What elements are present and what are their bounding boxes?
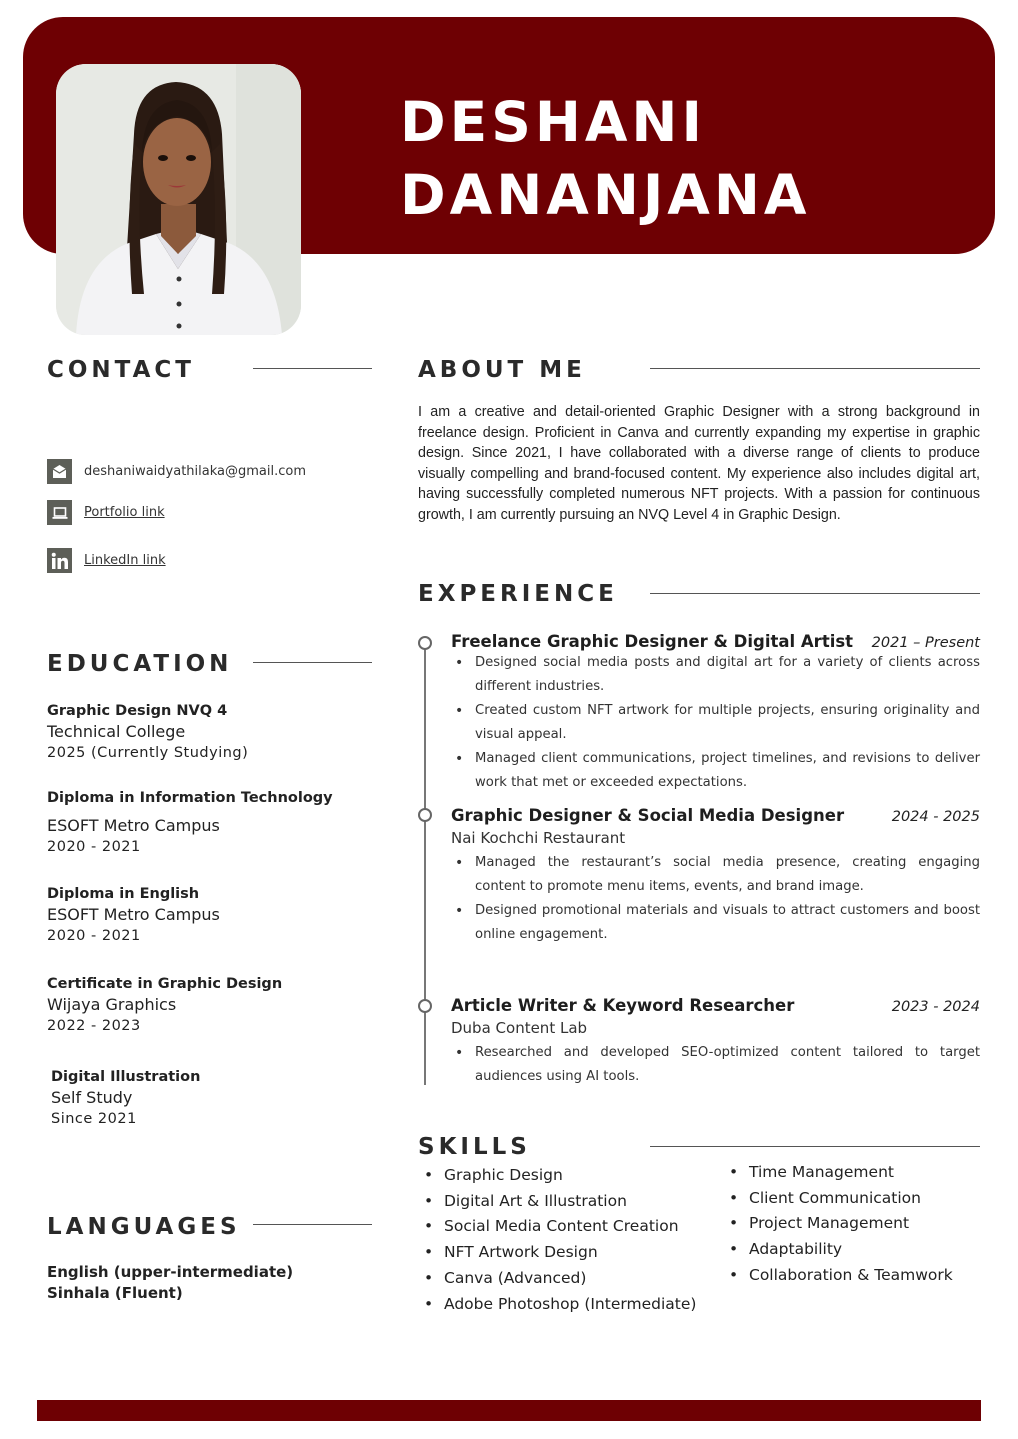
education-years: 2025 (Currently Studying) [47, 745, 249, 761]
job-date: 2023 - 2024 [891, 999, 980, 1015]
job-date: 2021 – Present [871, 635, 980, 651]
timeline-line [424, 648, 426, 1085]
linkedin-link[interactable]: LinkedIn link [84, 553, 166, 568]
skill-item: • Canva (Advanced) [418, 1266, 696, 1292]
skill-item: • Digital Art & Illustration [418, 1189, 696, 1215]
footer-band [37, 1400, 981, 1421]
linkedin-icon [47, 548, 72, 573]
skill-item: • Time Management [723, 1160, 953, 1186]
experience-divider [650, 593, 980, 594]
first-name: DESHANI [400, 90, 706, 154]
language-item: Sinhala (Fluent) [47, 1284, 183, 1302]
job-bullets [451, 851, 980, 947]
skill-item: • Graphic Design [418, 1163, 696, 1189]
contact-email[interactable]: deshaniwaidyathilaka@gmail.com [84, 464, 306, 479]
contact-divider [253, 368, 372, 369]
job-bullet: • Designed social media posts and digital art for a variety of clients across different industries. [451, 651, 980, 699]
education-years: 2020 - 2021 [47, 839, 141, 855]
skill-item: • Client Communication [723, 1186, 953, 1212]
education-title: Diploma in English [47, 886, 200, 902]
job-entry [451, 632, 980, 795]
education-title: Certificate in Graphic Design [47, 976, 283, 992]
education-item [47, 788, 367, 857]
profile-photo [56, 64, 301, 335]
job-entry [451, 806, 980, 947]
education-heading: EDUCATION [47, 651, 233, 677]
last-name: DANANJANA [400, 163, 811, 227]
portfolio-link[interactable]: Portfolio link [84, 505, 165, 520]
skill-item: • Adaptability [723, 1237, 953, 1263]
contact-linkedin-row[interactable] [47, 548, 166, 573]
job-bullet: • Created custom NFT artwork for multiple projects, ensuring originality and visual appeal. [451, 699, 980, 747]
education-years: 2020 - 2021 [47, 928, 141, 944]
education-item [47, 884, 367, 946]
job-bullet: • Managed client communications, project timelines, and revisions to deliver work that met or exceeded expectations. [451, 747, 980, 795]
job-bullet: • Designed promotional materials and visuals to attract customers and boost online engagement. [451, 899, 980, 947]
education-years: 2022 - 2023 [47, 1018, 141, 1034]
skill-item: • Social Media Content Creation [418, 1214, 696, 1240]
skills-heading: SKILLS [418, 1134, 531, 1160]
education-school: Wijaya Graphics [47, 995, 177, 1014]
about-divider [650, 368, 980, 369]
about-heading: ABOUT ME [418, 357, 586, 383]
education-school: Technical College [47, 722, 186, 741]
education-title: Diploma in Information Technology [47, 790, 333, 806]
education-item [51, 1067, 371, 1129]
job-title: Article Writer & Keyword Researcher [451, 996, 795, 1015]
about-text: I am a creative and detail-oriented Graphic Designer with a strong background in freelance design. Proficient in Canva and currently expanding my expertise in graphic design. Since 2021, I have collaborated with a diverse range of clients to produce visually compelling and brand-focused content. My experience also includes digital art, having successfully completed numerous NFT projects. With a passion for continuous growth, I am currently pursuing an NVQ Level 4 in Graphic Design. [418, 404, 980, 523]
contact-heading: CONTACT [47, 357, 195, 383]
skills-list-right [723, 1160, 953, 1289]
language-item: English (upper-intermediate) [47, 1263, 294, 1281]
job-bullet: • Researched and developed SEO-optimized content tailored to target audiences using AI tools. [451, 1041, 980, 1089]
experience-heading: EXPERIENCE [418, 581, 618, 607]
job-date: 2024 - 2025 [891, 809, 980, 825]
languages-heading: LANGUAGES [47, 1214, 241, 1240]
timeline-dot [418, 999, 432, 1013]
education-school: Self Study [51, 1088, 133, 1107]
education-title: Digital Illustration [51, 1069, 201, 1085]
job-bullet: • Managed the restaurant’s social media presence, creating engaging content to promote menu items, events, and brand image. [451, 851, 980, 899]
laptop-icon [47, 500, 72, 525]
skill-item: • Project Management [723, 1211, 953, 1237]
job-entry [451, 996, 980, 1089]
portrait-illustration [56, 64, 301, 335]
candidate-name [400, 86, 810, 232]
languages-divider [253, 1224, 372, 1225]
skills-list-left [418, 1163, 696, 1317]
education-item [47, 701, 367, 763]
mail-icon [47, 459, 72, 484]
skill-item: • NFT Artwork Design [418, 1240, 696, 1266]
education-title: Graphic Design NVQ 4 [47, 703, 228, 719]
job-title: Freelance Graphic Designer & Digital Artist [451, 632, 854, 651]
skill-item: • Collaboration & Teamwork [723, 1263, 953, 1289]
job-bullets [451, 1041, 980, 1089]
timeline-dot [418, 808, 432, 822]
education-item [47, 974, 367, 1036]
contact-portfolio-row[interactable] [47, 500, 165, 525]
job-bullets [451, 651, 980, 795]
timeline-dot [418, 636, 432, 650]
job-title: Graphic Designer & Social Media Designer [451, 806, 845, 825]
skill-item: • Adobe Photoshop (Intermediate) [418, 1292, 696, 1318]
job-company: Duba Content Lab [451, 1019, 588, 1037]
education-school: ESOFT Metro Campus [47, 905, 220, 924]
contact-email-row[interactable] [47, 459, 306, 484]
education-school: ESOFT Metro Campus [47, 816, 220, 835]
education-divider [253, 662, 372, 663]
education-years: Since 2021 [51, 1111, 137, 1127]
skills-divider [650, 1146, 980, 1147]
job-company: Nai Kochchi Restaurant [451, 829, 626, 847]
